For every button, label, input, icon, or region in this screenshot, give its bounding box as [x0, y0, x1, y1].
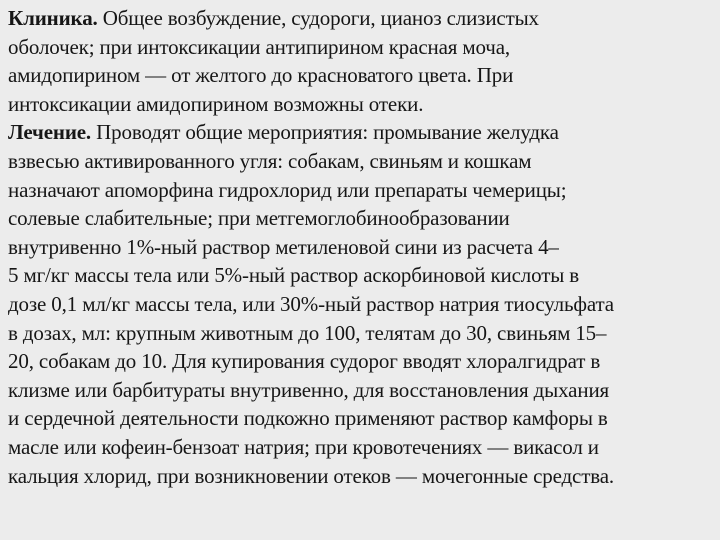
line-text: 20, собакам до 10. Для купирования судорог вводят хлоралгидрат в	[8, 349, 601, 374]
text-line	[8, 433, 712, 462]
line-text: назначают апоморфина гидрохлорид или препараты чемерицы;	[8, 177, 567, 202]
text-line	[8, 61, 712, 90]
line-text: оболочек; при интоксикации антипирином красная моча,	[8, 34, 510, 59]
text-line	[8, 404, 712, 433]
text-line	[8, 118, 712, 147]
line-text: взвесью активированного угля: собакам, свиньям и кошкам	[8, 148, 532, 173]
text-line	[8, 147, 712, 176]
text-line	[8, 261, 712, 290]
document-text	[8, 4, 712, 490]
line-text: солевые слабительные; при метгемоглобинообразовании	[8, 206, 510, 231]
section-heading-clinic: Клиника.	[8, 6, 98, 30]
line-text: внутривенно 1%-ный раствор метиленовой сини из расчета 4–	[8, 234, 559, 259]
text-line	[8, 204, 712, 233]
text-line	[8, 319, 712, 348]
line-text: 5 мг/кг массы тела или 5%-ный раствор аскорбиновой кислоты в	[8, 263, 580, 288]
line-text: масле или кофеин-бензоат натрия; при кровотечениях — викасол и	[8, 434, 599, 459]
line-text: Проводят общие мероприятия: промывание желудка	[91, 120, 559, 145]
section-heading-treatment: Лечение.	[8, 120, 92, 145]
line-text: Общее возбуждение, судороги, цианоз слизистых	[97, 6, 539, 30]
line-text: амидопирином — от желтого до красноватого цвета. При	[8, 63, 514, 88]
text-line	[8, 462, 712, 491]
text-line	[8, 347, 712, 376]
line-text: в дозах, мл: крупным животным до 100, телятам до 30, свиньям 15–	[8, 320, 607, 345]
text-line	[8, 176, 712, 205]
line-text: клизме или барбитураты внутривенно, для восстановления дыхания	[8, 377, 610, 402]
text-line	[8, 290, 712, 319]
line-text: и сердечной деятельности подкожно применяют раствор камфоры в	[8, 406, 608, 431]
line-text: интоксикации амидопирином возможны отеки.	[8, 91, 424, 116]
text-line	[8, 233, 712, 262]
line-text: кальция хлорид, при возникновении отеков — мочегонные средства.	[8, 463, 614, 488]
text-line	[8, 376, 712, 405]
text-line	[8, 4, 712, 33]
text-line	[8, 90, 712, 119]
line-text: дозе 0,1 мл/кг массы тела, или 30%-ный раствор натрия тиосульфата	[8, 291, 614, 316]
text-line	[8, 33, 712, 62]
